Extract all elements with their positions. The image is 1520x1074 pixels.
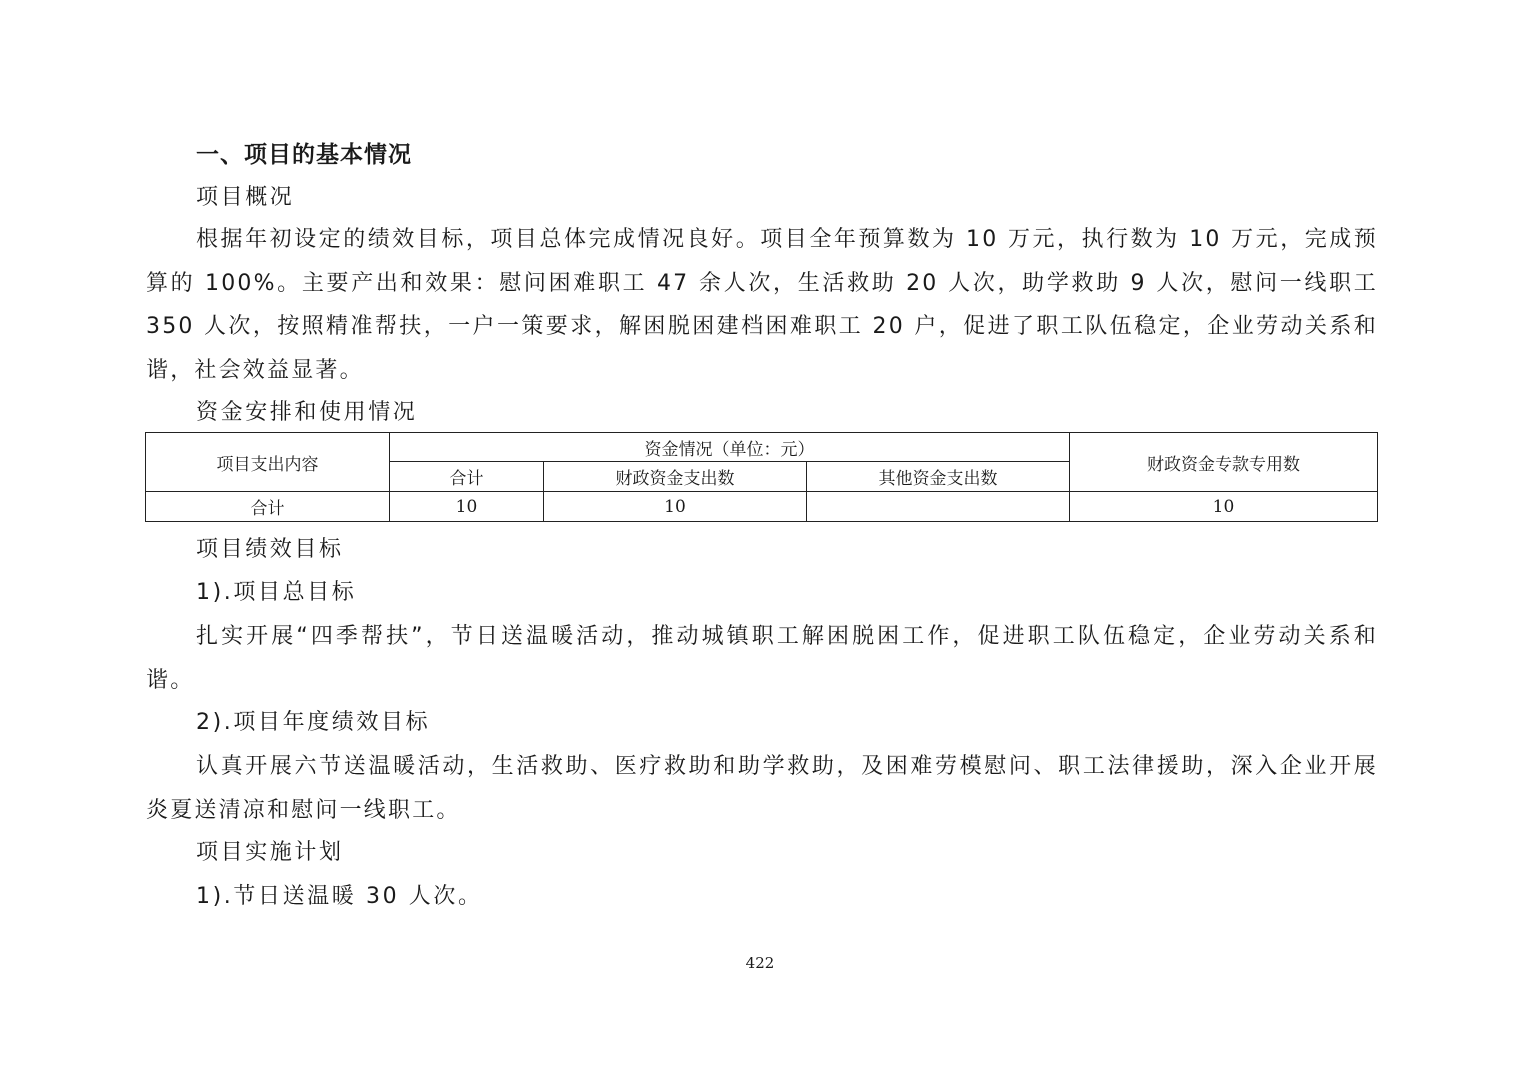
table-header-row [146,433,1378,462]
header-funds-group: 资金情况（单位：元） [390,433,1070,462]
header-special: 财政资金专款专用数 [1070,433,1378,492]
plan-item-1: 1).节日送温暖 30 人次。 [196,884,483,909]
funds-table [145,432,1378,522]
perf-heading: 项目绩效目标 [196,537,344,562]
goal1-heading: 1).项目总目标 [196,580,357,605]
cell-content: 合计 [146,492,390,522]
plan-heading: 项目实施计划 [196,840,344,865]
funds-heading: 资金安排和使用情况 [196,400,418,425]
overview-heading: 项目概况 [196,185,295,210]
cell-fiscal: 10 [544,492,807,522]
cell-total: 10 [390,492,544,522]
header-fiscal: 财政资金支出数 [544,462,807,492]
goal1-paragraph: 扎实开展“四季帮扶”，节日送温暖活动，推动城镇职工解困脱困工作，促进职工队伍稳定，企业劳动关系和谐。 [146,624,1378,693]
overview-paragraph: 根据年初设定的绩效目标，项目总体完成情况良好。项目全年预算数为 10 万元，执行数为 10 万元，完成预算的 100%。主要产出和效果：慰问困难职工 47 余人次，生活救助 20 人次，助学救助 9 人次，慰问一线职工 350 人次，按照精准帮扶，一户一策要求，解困脱困建档困难职工 20 户，促进了职工队伍稳定，企业劳动关系和谐，社会效益显著。 [146,227,1378,383]
cell-special: 10 [1070,492,1378,522]
header-other: 其他资金支出数 [807,462,1070,492]
header-content: 项目支出内容 [146,433,390,492]
header-total: 合计 [390,462,544,492]
section-title: 一、项目的基本情况 [196,142,412,168]
goal2-heading: 2).项目年度绩效目标 [196,710,431,735]
cell-other [807,492,1070,522]
page-number: 422 [745,954,775,972]
table-row [146,492,1378,522]
goal2-paragraph: 认真开展六节送温暖活动，生活救助、医疗救助和助学救助，及困难劳模慰问、职工法律援助，深入企业开展炎夏送清凉和慰问一线职工。 [146,754,1378,823]
